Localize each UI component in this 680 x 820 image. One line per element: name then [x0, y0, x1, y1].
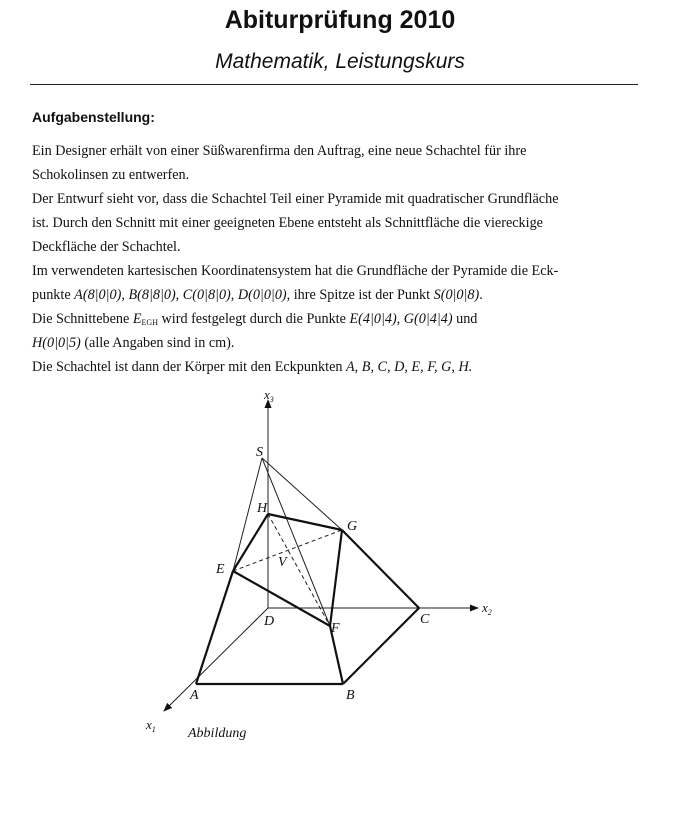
- axis-label-x2: $x_2$: [482, 600, 492, 617]
- line8-start: Die Schnittebene: [32, 311, 130, 327]
- task-line-5: Deckfläche der Schachtel.: [32, 239, 181, 255]
- edge-b-c: [343, 608, 419, 684]
- edge-s-g: [262, 458, 342, 530]
- line10-points: A, B, C, D, E, F, G, H.: [346, 359, 473, 375]
- task-line-8: Die Schnittebene $E_{EGH}$ wird festgelegt durch die Punkte E(4|0|4), G(0|4|4) und: [32, 311, 478, 327]
- task-line-2: Schokolinsen zu entwerfen.: [32, 167, 190, 183]
- point-c: C(0|8|0): [182, 287, 231, 303]
- label-g: G: [347, 519, 358, 534]
- page-subtitle: Mathematik, Leistungskurs: [215, 50, 465, 73]
- edge-e-h: [233, 514, 268, 571]
- plane-subscript: EGH: [141, 318, 158, 327]
- label-e: E: [216, 562, 225, 577]
- plane-letter: E: [132, 311, 142, 327]
- line9-end: (alle Angaben sind in cm).: [84, 335, 235, 351]
- edge-h-g: [268, 514, 342, 530]
- task-line-6: Im verwendeten kartesischen Koordinatensystem hat die Grundfläche der Pyramide die Eck-: [32, 263, 559, 279]
- label-c: C: [420, 612, 430, 627]
- task-line-10: [32, 359, 632, 376]
- line7-mid: , ihre Spitze ist der Punkt: [286, 287, 431, 303]
- edge-g-f: [330, 530, 342, 626]
- box-edges: [196, 514, 419, 684]
- task-line-4: ist. Durch den Schnitt mit einer geeigneten Ebene entsteht als Schnittfläche die viereckige: [32, 215, 543, 231]
- label-f: F: [331, 621, 340, 636]
- point-b: B(8|8|0): [128, 287, 176, 303]
- label-h: H: [257, 501, 268, 516]
- line8-mid: wird festgelegt durch die Punkte: [161, 311, 346, 327]
- figure-caption: Abbildung: [188, 726, 247, 741]
- point-a: A(8|0|0): [74, 287, 122, 303]
- dashed-e-g: [233, 530, 342, 571]
- point-g: G(0|4|4): [403, 311, 453, 327]
- pyramid-figure: [0, 380, 680, 750]
- edge-f-e: [233, 571, 330, 626]
- task-line-1: Ein Designer erhält von einer Süßwarenfirma den Auftrag, eine neue Schachtel für ihre: [32, 143, 527, 159]
- line8-end: und: [456, 311, 478, 327]
- point-s: S(0|0|8): [433, 287, 480, 303]
- edge-s-f: [262, 458, 330, 626]
- label-d: D: [264, 614, 275, 629]
- task-heading: Aufgabenstellung:: [32, 109, 155, 125]
- plane-symbol: [133, 311, 158, 327]
- point-e: E(4|0|4): [349, 311, 397, 327]
- axis-label-x3: $x_3$: [264, 387, 274, 404]
- edge-g-c: [342, 530, 419, 608]
- label-b: B: [346, 688, 355, 703]
- edge-e-a: [196, 571, 233, 684]
- page-title: Abiturprüfung 2010: [224, 6, 456, 34]
- task-line-3: Der Entwurf sieht vor, dass die Schachtel Teil einer Pyramide mit quadratischer Grundfläche: [32, 191, 559, 207]
- point-d: D(0|0|0): [237, 287, 287, 303]
- axis-label-x1: $x_1$: [146, 717, 156, 734]
- task-line-7: punkte A(8|0|0), B(8|8|0), C(0|8|0), D(0|0|0), ihre Spitze ist der Punkt S(0|0|8).: [32, 287, 483, 303]
- point-h: H(0|0|5): [32, 335, 81, 351]
- label-v: V: [278, 555, 287, 570]
- line10-text: Die Schachtel ist dann der Körper mit den Eckpunkten: [32, 359, 343, 375]
- task-line-9: [32, 335, 632, 352]
- label-s: S: [256, 445, 263, 460]
- header-divider: [30, 84, 638, 85]
- label-a: A: [190, 688, 199, 703]
- line7-start: punkte: [32, 287, 71, 303]
